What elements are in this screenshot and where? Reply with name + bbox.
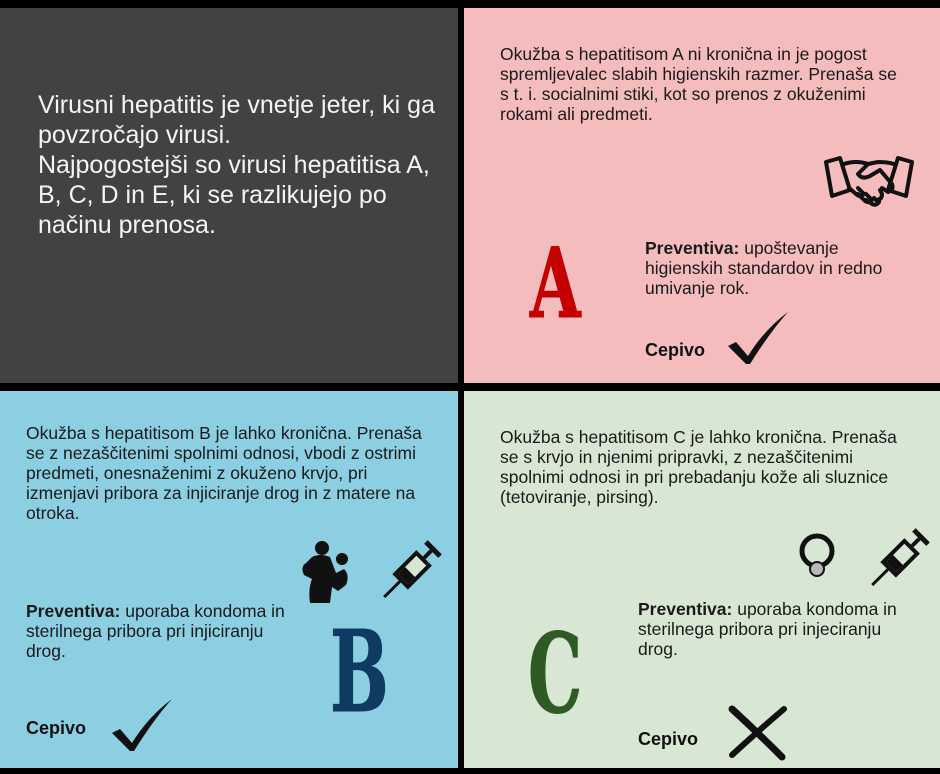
prevention-text: upoštevanje higienskih standardov in redno umivanje rok.: [645, 238, 883, 298]
intro-types: Najpogostejši so virusi hepatitisa A, B, C, D in E, ki se razlikujejo po načinu prenosa.: [38, 151, 430, 239]
hepatitis-c-description: Okužba s hepatitisom C je lahko kronična. Prenaša se s krvjo in njenimi pripravki, z nezaščitenimi spolnimi odnosi in pri prebadanju kože ali sluznice (tetoviranje, pirsing).: [500, 427, 897, 507]
intro-definition: Virusni hepatitis je vnetje jeter, ki ga povzročajo virusi.: [38, 91, 435, 149]
hepatitis-b-description: Okužba s hepatitisom B je lahko kronična. Prenaša se z nezaščitenimi spolnimi odnosi, vbodi z ostrimi predmeti, onesnaženimi z okuženo krvjo, pri izmenjavi pribora za injiciranje drog in z matere na otroka.: [26, 423, 422, 523]
hepatitis-a-panel: [464, 8, 940, 383]
piercing-ring-icon: [796, 533, 838, 579]
intro-panel: [0, 8, 458, 383]
hepatitis-a-description: Okužba s hepatitisom A ni kronična in je pogost spremljevalec slabih higienskih razmer. Prenaša se s t. i. socialnimi stiki, kot so prenos z okuženimi rokami ali predmeti.: [500, 44, 897, 124]
mother-child-icon: [298, 539, 352, 605]
prevention-text: uporaba kondoma in sterilnega pribora pri injiciranju drog.: [26, 601, 285, 661]
checkmark-icon: [726, 310, 790, 366]
hepatitis-a-letter: A: [530, 227, 581, 340]
vaccine-label: Cepivo: [26, 718, 87, 738]
prevention-label: Preventiva:: [645, 238, 740, 258]
vaccine-label: Cepivo: [638, 729, 699, 749]
hepatitis-c-panel: [464, 391, 940, 768]
syringe-icon: [376, 539, 444, 605]
prevention-label: Preventiva:: [638, 599, 733, 619]
intro-text: [38, 90, 438, 240]
prevention-label: Preventiva:: [26, 601, 121, 621]
hepatitis-b-panel: [0, 391, 458, 768]
syringe-icon: [864, 527, 932, 593]
hepatitis-c-letter: C: [528, 609, 583, 738]
checkmark-icon: [110, 697, 174, 753]
cross-icon: [726, 705, 788, 759]
vaccine-label: Cepivo: [645, 340, 706, 360]
hepatitis-a-prevention: [645, 238, 895, 298]
hepatitis-b-prevention: [26, 601, 286, 661]
prevention-text: uporaba kondoma in sterilnega pribora pri injeciranju drog.: [638, 599, 897, 659]
hepatitis-b-letter: B: [330, 607, 389, 738]
handshake-icon: [822, 150, 916, 210]
hepatitis-c-prevention: [638, 599, 908, 659]
